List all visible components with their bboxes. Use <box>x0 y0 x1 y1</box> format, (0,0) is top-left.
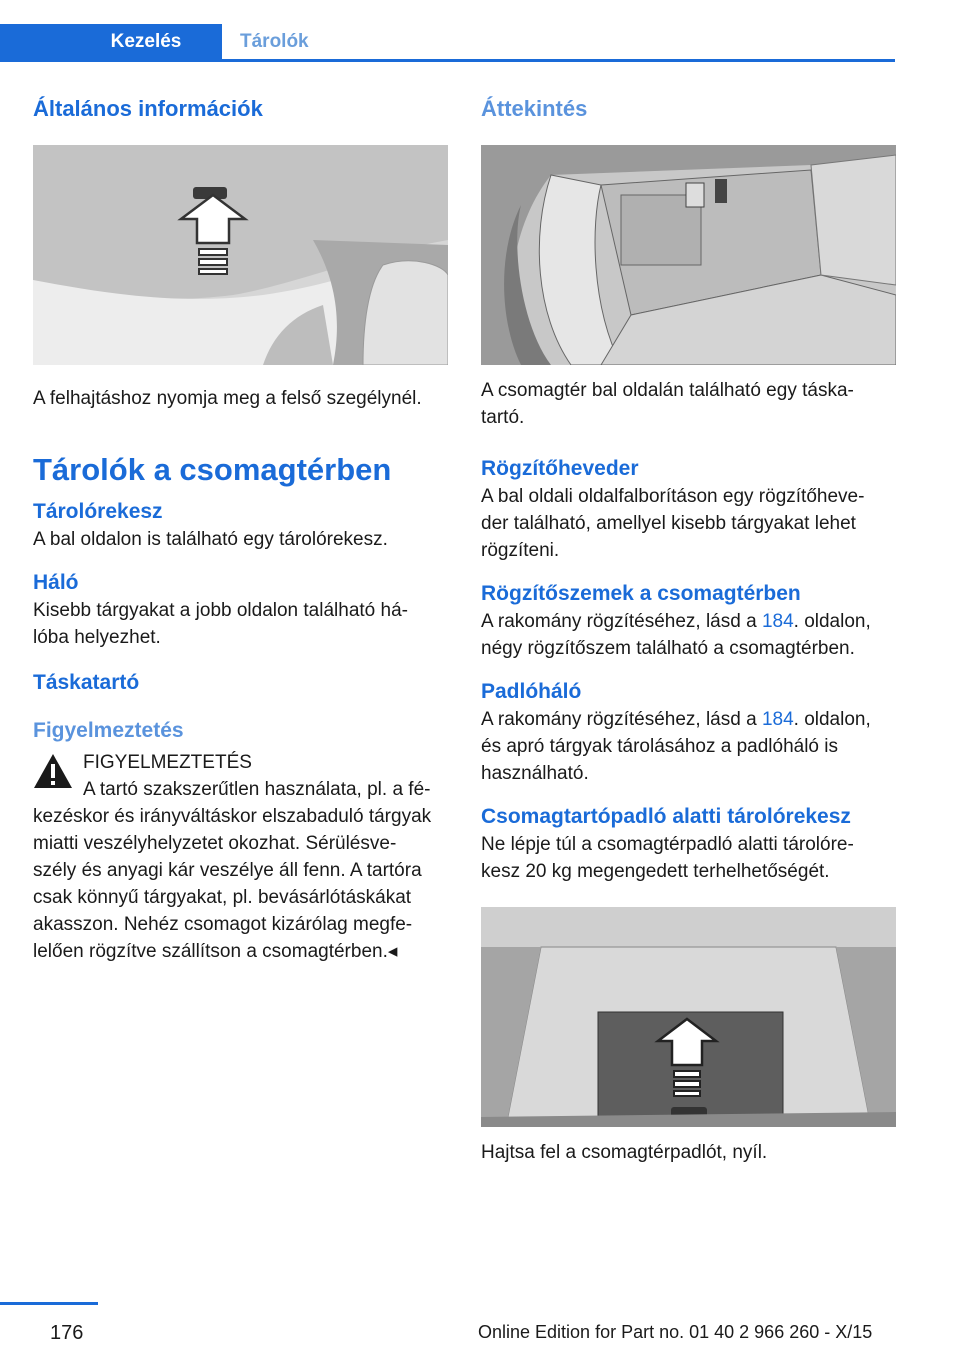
warning-line7: lelően rögzítve szállítson a csomagtérben.◂ <box>33 941 398 962</box>
text-underfloor-line1: Ne lépje túl a csomagtérpadló alatti tárolóre‐ <box>481 834 854 855</box>
warning-line4: szély és anyagi kár veszélye áll fenn. A tartóra <box>33 860 422 881</box>
warning-triangle-icon <box>33 753 73 789</box>
warning-line1: A tartó szakszerűtlen használata, pl. a fé‐ <box>83 779 431 800</box>
text-net-line1: Kisebb tárgyakat a jobb oldalon található há‐ <box>33 600 408 621</box>
figure-trunk-overview <box>481 145 896 365</box>
text-underfloor-line2: kesz 20 kg megengedett terhelhetőségét. <box>481 861 830 882</box>
caption-trunk-line2: tartó. <box>481 407 525 428</box>
warning-line5: csak könnyű tárgyakat, pl. bevásárlótáskákat <box>33 887 412 908</box>
tab-tarolok[interactable] <box>240 24 309 60</box>
subheading-net: Háló <box>33 571 79 594</box>
page-number: 176 <box>50 1322 84 1344</box>
caption-trunk-line1: A csomagtér bal oldalán található egy táska‐ <box>481 380 854 401</box>
text-lashing-line1-a: A rakomány rögzítéséhez, lásd a <box>481 611 762 632</box>
warning-block <box>33 749 448 803</box>
text-floor-net-line1-a: A rakomány rögzítéséhez, lásd a <box>481 709 762 730</box>
tab-tarolok-label: Tárolók <box>240 31 309 52</box>
text-storage-compartment: A bal oldalon is található egy tárolórekesz. <box>33 529 388 550</box>
text-floor-net-line1-b: . oldalon, <box>793 709 871 730</box>
figure-headliner-illustration <box>33 145 448 365</box>
caption-headliner: A felhajtáshoz nyomja meg a felső szegélynél. <box>33 388 422 409</box>
subheading-warning: Figyelmeztetés <box>33 719 184 742</box>
text-strap-line1: A bal oldali oldalfalborításon egy rögzítőheve‐ <box>481 486 865 507</box>
text-strap-line3: rögzíteni. <box>481 540 560 561</box>
subheading-strap: Rögzítőheveder <box>481 457 639 480</box>
text-strap-line2: der található, amellyel kisebb tárgyakat lehet <box>481 513 856 534</box>
page-link-184-2[interactable]: 184 <box>761 709 794 730</box>
caption-trunk-floor: Hajtsa fel a csomagtérpadlót, nyíl. <box>481 1142 768 1163</box>
tab-kezeles[interactable] <box>0 24 222 60</box>
edition-note: Online Edition for Part no. 01 40 2 966 260 - X/15 <box>478 1322 873 1342</box>
subheading-storage-compartment: Tárolórekesz <box>33 500 163 523</box>
section-title-storage: Tárolók a csomagtérben <box>33 452 392 487</box>
heading-general-info: Általános információk <box>33 96 263 121</box>
subheading-floor-net: Padlóháló <box>481 680 582 703</box>
tab-kezeles-label: Kezelés <box>110 31 182 52</box>
warning-label: FIGYELMEZTETÉS <box>83 752 252 773</box>
warning-line2: kezéskor és irányváltáskor elszabaduló tárgyak <box>33 806 432 827</box>
text-floor-net-line3: használható. <box>481 763 589 784</box>
text-net-line2: lóba helyezhet. <box>33 627 161 648</box>
text-lashing-line1-b: . oldalon, <box>793 611 871 632</box>
left-column <box>33 95 448 965</box>
heading-overview: Áttekintés <box>481 96 588 121</box>
warning-line6: akasszon. Nehéz csomagot kizárólag megfe‐ <box>33 914 413 935</box>
subheading-underfloor-storage: Csomagtartópadló alatti tárolórekesz <box>481 805 851 828</box>
subheading-lashing-eyes: Rögzítőszemek a csomagtérben <box>481 582 801 605</box>
header-tabbar <box>0 24 895 62</box>
text-floor-net-line1 <box>481 706 896 733</box>
text-lashing-line2: négy rögzítőszem található a csomagtérben. <box>481 638 855 659</box>
warning-line3: miatti veszélyhelyzetet okozhat. Sérülésve‐ <box>33 833 397 854</box>
subheading-bag-holder: Táskatartó <box>33 671 140 694</box>
figure-trunk-floor <box>481 907 896 1127</box>
text-floor-net-line2: és apró tárgyak tárolásához a padlóháló is <box>481 736 839 757</box>
text-lashing-line1 <box>481 608 896 635</box>
page-link-184[interactable]: 184 <box>761 611 794 632</box>
right-column <box>481 95 896 1166</box>
footer-accent-line <box>0 1302 98 1305</box>
